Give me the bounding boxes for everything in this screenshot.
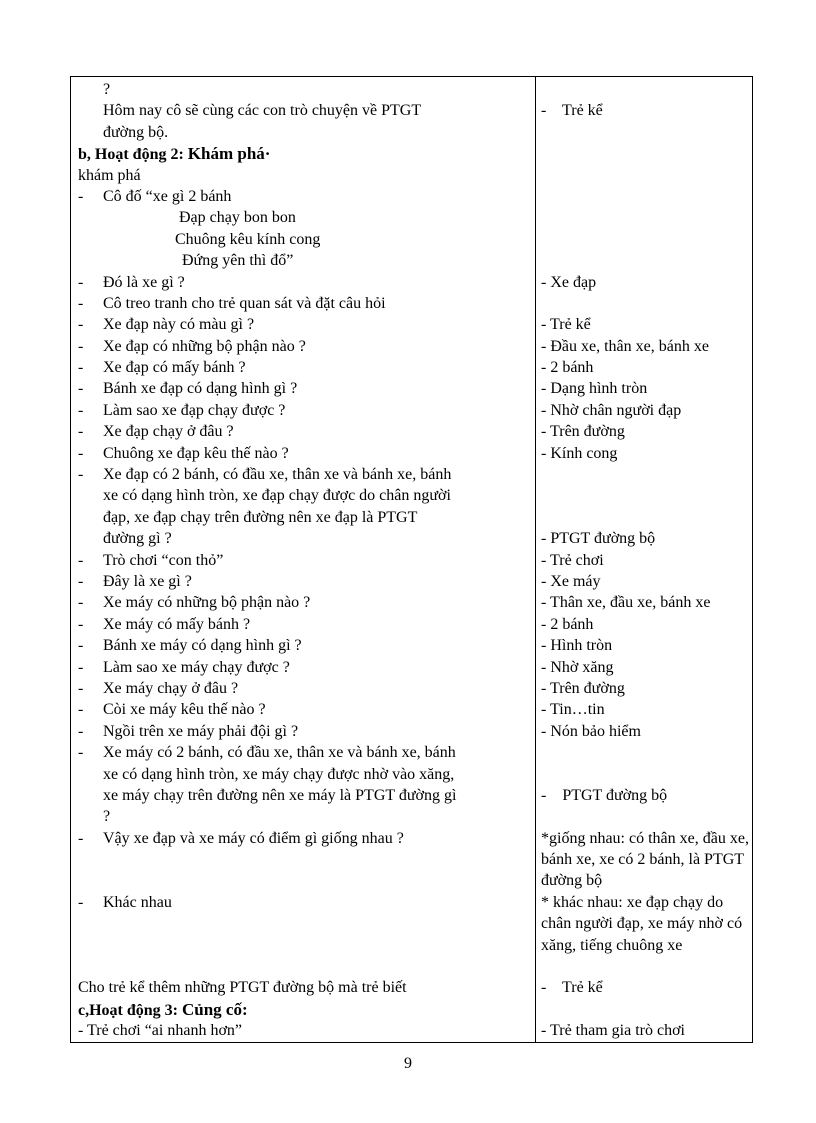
list-item-text: Bánh xe máy có dạng hình gì ?: [103, 637, 302, 655]
list-item-text: Làm sao xe đạp chạy được ?: [103, 401, 286, 419]
text-line: đường bộ.: [103, 123, 169, 141]
dash-bullet: -: [78, 466, 84, 484]
text-line: khám phá: [78, 166, 141, 184]
list-item: [78, 336, 530, 357]
activity-2-title: Khám phá·: [187, 144, 271, 164]
list-item: [78, 400, 530, 421]
list-item: [78, 550, 530, 571]
list-item: [78, 678, 530, 699]
response-item: - Trẻ kể: [541, 979, 603, 997]
list-item: [78, 635, 530, 656]
text-line: Cho trẻ kể thêm những PTGT đường bộ mà trẻ biết: [78, 979, 407, 997]
list-item-text: Vậy xe đạp và xe máy có điểm gì giống nhau ?: [103, 829, 404, 847]
response-item: - 2 bánh: [541, 359, 594, 377]
list-item-text: Xe máy có 2 bánh, có đầu xe, thân xe và bánh xe, bánh: [103, 744, 456, 762]
list-item: [78, 421, 530, 442]
dash-bullet: -: [78, 316, 84, 334]
list-item: [78, 443, 530, 464]
response-item: - Kính cong: [541, 444, 618, 462]
text-line: đường gì ?: [103, 530, 172, 548]
activity-3-title: Củng cố:: [182, 999, 248, 1019]
dash-bullet: -: [78, 359, 84, 377]
list-item-text: Còi xe máy kêu thế nào ?: [103, 701, 266, 719]
dash-bullet: -: [78, 294, 84, 312]
list-item-text: Bánh xe đạp có dạng hình gì ?: [103, 380, 298, 398]
list-item: [78, 357, 530, 378]
teacher-activity-column: [78, 79, 530, 1042]
list-item-text: Trò chơi “con thỏ”: [103, 551, 224, 569]
response-item: - Xe đạp: [541, 273, 597, 291]
response-item: - Thân xe, đầu xe, bánh xe: [541, 594, 711, 612]
list-item: [78, 892, 530, 913]
list-item: [78, 272, 530, 293]
list-item-text: Xe đạp chạy ở đâu ?: [103, 423, 234, 441]
response-item: - Đầu xe, thân xe, bánh xe: [541, 337, 709, 355]
list-item-text: Đó là xe gì ?: [103, 273, 185, 291]
response-item: - Tin…tin: [541, 701, 605, 719]
spacer: [541, 79, 749, 100]
response-item: - Trên đường: [541, 423, 625, 441]
spacer: [78, 956, 530, 977]
dash-bullet: -: [78, 187, 84, 205]
list-item-text: Làm sao xe máy chạy được ?: [103, 658, 290, 676]
dash-bullet: -: [78, 551, 84, 569]
list-item-text: Xe đạp có mấy bánh ?: [103, 359, 246, 377]
dash-bullet: -: [78, 380, 84, 398]
text-line: xe máy chạy trên đường nên xe máy là PTGT đường gì: [103, 786, 457, 804]
list-item: [78, 571, 530, 592]
column-divider: [535, 76, 536, 1043]
response-item: - Nón bảo hiểm: [541, 722, 641, 740]
response-item: - 2 bánh: [541, 615, 594, 633]
dash-bullet: -: [78, 615, 84, 633]
text-line: ?: [103, 81, 111, 98]
dash-bullet: -: [78, 829, 84, 847]
dash-bullet: -: [78, 658, 84, 676]
list-item-text: Xe máy có những bộ phận nào ?: [103, 594, 311, 612]
response-item: - Hình tròn: [541, 637, 613, 655]
list-item-text: Xe đạp này có màu gì ?: [103, 316, 255, 334]
list-item-text: Khác nhau: [103, 893, 172, 911]
list-item-text: Xe máy có mấy bánh ?: [103, 615, 251, 633]
response-item: - Trẻ chơi: [541, 551, 604, 569]
response-item: - Trẻ tham gia trò chơi: [541, 1022, 685, 1040]
response-item: - Trẻ kể: [541, 102, 603, 120]
dash-bullet: -: [78, 273, 84, 291]
list-item: [78, 186, 530, 207]
list-item-text: Đây là xe gì ?: [103, 572, 192, 590]
response-item: - Nhờ xăng: [541, 658, 614, 676]
list-item: [78, 721, 530, 742]
list-item-text: Ngồi trên xe máy phải đội gì ?: [103, 722, 299, 740]
list-item: [78, 614, 530, 635]
list-item: [78, 314, 530, 335]
similarities-answer: *giống nhau: có thân xe, đầu xe, bánh xe, xe có 2 bánh, là PTGT đường bộ: [541, 829, 749, 890]
page-number: 9: [404, 1055, 412, 1072]
list-item-text: Xe máy chạy ở đâu ?: [103, 679, 239, 697]
dash-bullet: -: [78, 722, 84, 740]
dash-bullet: -: [78, 337, 84, 355]
child-activity-column: [541, 79, 749, 1042]
dash-bullet: -: [78, 401, 84, 419]
riddle-line: Đạp chạy bon bon: [179, 209, 296, 227]
dash-bullet: -: [78, 572, 84, 590]
text-line: ?: [103, 808, 111, 826]
dash-bullet: -: [78, 594, 84, 612]
list-item: [78, 592, 530, 613]
activity-2-label: b, Hoạt động 2:: [78, 146, 184, 164]
list-item: [78, 828, 530, 849]
text-line: - Trẻ chơi “ai nhanh hơn”: [78, 1022, 242, 1040]
response-item: - Dạng hình tròn: [541, 380, 648, 398]
list-item: [78, 699, 530, 720]
response-item: - Trên đường: [541, 679, 625, 697]
riddle-line: Chuông kêu kính cong: [175, 230, 321, 248]
text-line: xe có dạng hình tròn, xe máy chạy được nhờ vào xăng,: [103, 765, 455, 783]
differences-answer: * khác nhau: xe đạp chạy do chân người đạp, xe máy nhờ có xăng, tiếng chuông xe: [541, 893, 743, 954]
list-item-text: Cô treo tranh cho trẻ quan sát và đặt câu hỏi: [103, 294, 386, 312]
spacer: [78, 849, 530, 870]
list-item: [78, 378, 530, 399]
list-item: [78, 742, 530, 763]
activity-3-heading: [78, 999, 530, 1020]
dash-bullet: -: [78, 444, 84, 462]
list-item-text: Xe đạp có những bộ phận nào ?: [103, 337, 306, 355]
text-line: Hôm nay cô sẽ cùng các con trò chuyện về PTGT: [103, 102, 422, 120]
list-item: [78, 657, 530, 678]
response-item: - Nhờ chân người đạp: [541, 401, 682, 419]
response-item: - Xe máy: [541, 572, 601, 590]
spacer: [78, 913, 530, 934]
dash-bullet: -: [78, 679, 84, 697]
response-item: - PTGT đường bộ: [541, 530, 656, 548]
list-item-text: Xe đạp có 2 bánh, có đầu xe, thân xe và bánh xe, bánh: [103, 466, 452, 484]
dash-bullet: -: [78, 744, 84, 762]
response-item: - PTGT đường bộ: [541, 786, 668, 804]
activity-3-label: c,Hoạt động 3:: [78, 1001, 178, 1019]
spacer: [78, 870, 530, 891]
spacer: [78, 935, 530, 956]
list-item-text: Chuông xe đạp kêu thế nào ?: [103, 444, 289, 462]
dash-bullet: -: [78, 423, 84, 441]
text-line: đạp, xe đạp chạy trên đường nên xe đạp là PTGT: [103, 508, 418, 526]
response-item: - Trẻ kể: [541, 316, 591, 334]
dash-bullet: -: [78, 637, 84, 655]
dash-bullet: -: [78, 701, 84, 719]
list-item: [78, 464, 530, 485]
dash-bullet: -: [78, 893, 84, 911]
text-line: xe có dạng hình tròn, xe đạp chạy được do chân người: [103, 487, 451, 505]
activity-2-heading: [78, 143, 530, 164]
list-item-text: Cô đố “xe gì 2 bánh: [103, 187, 232, 205]
list-item: [78, 293, 530, 314]
riddle-line: Đứng yên thì đổ”: [182, 252, 294, 270]
